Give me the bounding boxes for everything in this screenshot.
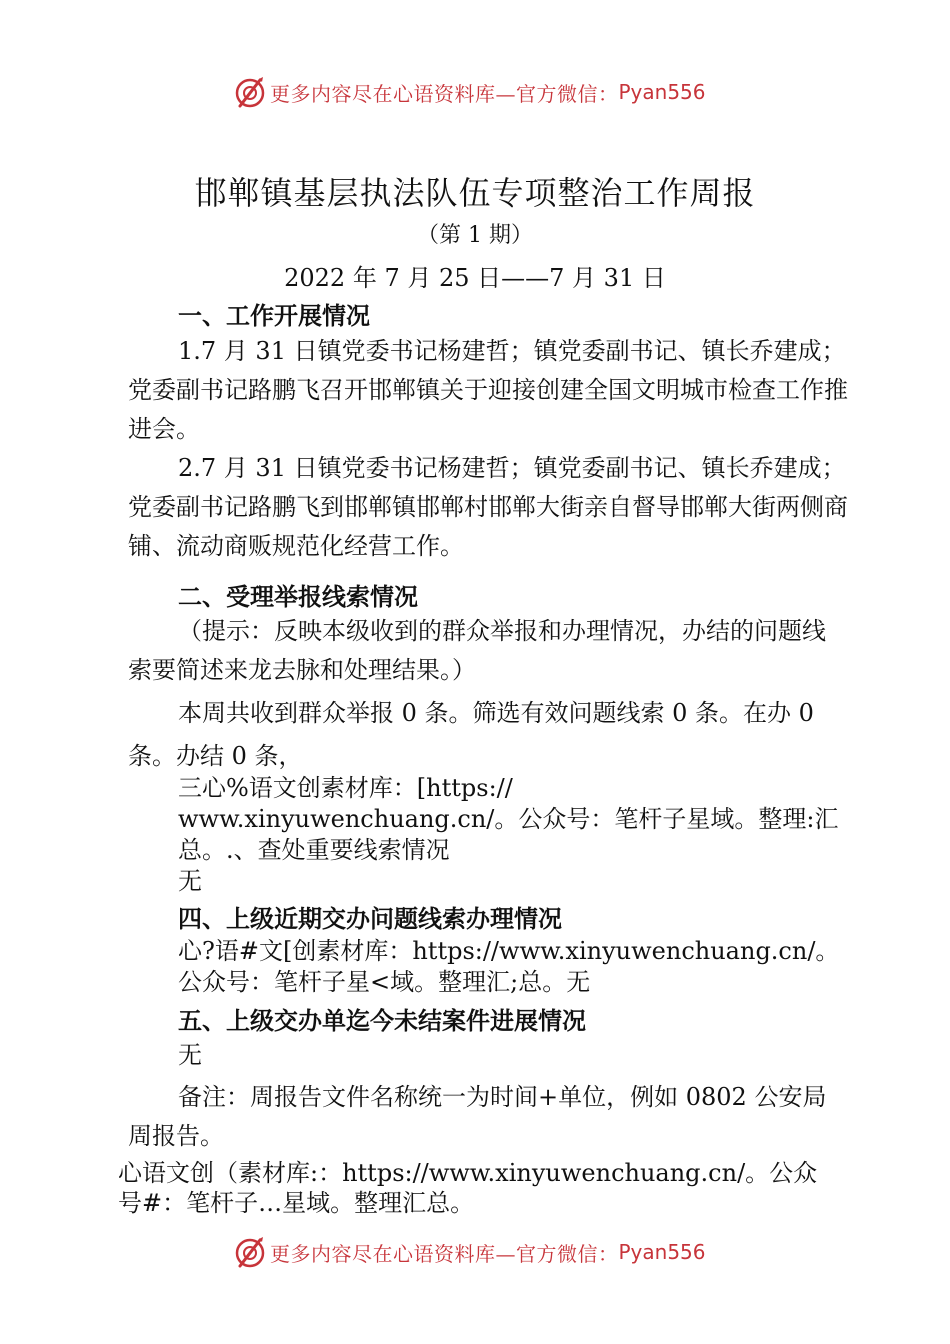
- report-date-range: 2022 年 7 月 25 日——7 月 31 日: [284, 264, 666, 292]
- issue-number: （第 1 期）: [417, 223, 533, 248]
- section-2-hint: （提示：反映本级收到的群众举报和办理情况，办结的问题线索要简述来龙去脉和处理结果。）: [128, 617, 826, 684]
- section-4-body: 心?语#文[创素材库：https://www.xinyuwenchuang.cn/。公众号：笔杆子星<域。整理汇;总。无: [178, 937, 840, 996]
- banner-text: 更多内容尽在心语资料库—官方微信：: [270, 1241, 619, 1266]
- section-5-heading: 五、上级交办单迄今未结案件进展情况: [178, 1007, 586, 1035]
- section-1-item-2: 2.7 月 31 日镇党委书记杨建哲；镇党委副书记、镇长乔建成；党委副书记路鹏飞到邯郸镇邯郸村邯郸大街亲自督导邯郸大街两侧商铺、流动商贩规范化经营工作。: [128, 454, 848, 560]
- section-3-line: 三心%语文创素材库：[https:// www.xinyuwenchuang.cn/。公众号：笔杆子星域。整理:汇总。.、查处重要线索情况: [178, 774, 839, 864]
- banner-wechat-id: Pyan556: [618, 80, 706, 104]
- remark-note: 备注：周报告文件名称统一为时间+单位，例如 0802 公安局周报告。: [128, 1083, 827, 1150]
- section-1-heading: 一、工作开展情况: [178, 302, 370, 330]
- red-pen-logo-icon: [232, 74, 268, 110]
- section-5-body: 无: [178, 1041, 202, 1069]
- bottom-banner: [232, 1234, 706, 1270]
- banner-wechat-id: Pyan556: [618, 1240, 706, 1264]
- section-4-heading: 四、上级近期交办问题线索办理情况: [178, 905, 562, 933]
- footer-note: 心语文创（素材库:：https://www.xinyuwenchuang.cn/。公众号#：笔杆子…星域。整理汇总。: [118, 1159, 818, 1217]
- section-1-item-1: 1.7 月 31 日镇党委书记杨建哲；镇党委副书记、镇长乔建成；党委副书记路鹏飞召开邯郸镇关于迎接创建全国文明城市检查工作推进会。: [128, 337, 848, 443]
- red-pen-logo-icon: [232, 1234, 268, 1270]
- section-3-body: 无: [178, 867, 202, 895]
- section-2-heading: 二、受理举报线索情况: [178, 583, 418, 611]
- document-title: 邯郸镇基层执法队伍专项整治工作周报: [194, 174, 756, 212]
- banner-text: 更多内容尽在心语资料库—官方微信：: [270, 81, 619, 106]
- top-banner: [232, 74, 706, 110]
- section-2-report-counts: 本周共收到群众举报 0 条。筛选有效问题线索 0 条。在办 0 条。办结 0 条，: [128, 699, 814, 770]
